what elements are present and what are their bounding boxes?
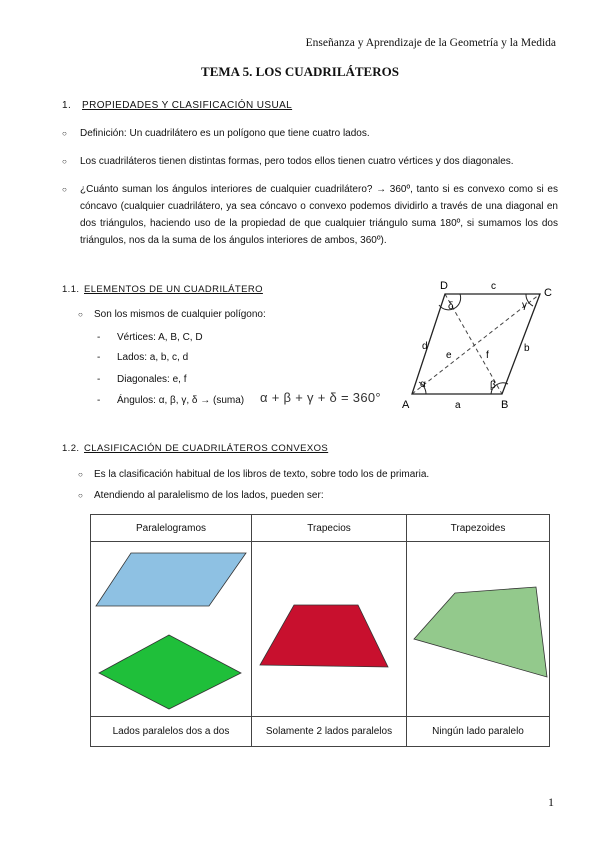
vertex-label: D: [440, 280, 448, 292]
parallelogram-shapes: [91, 543, 251, 713]
angle-label: δ: [448, 301, 454, 312]
trapezium-shape: [260, 605, 388, 667]
diagonal-label: e: [446, 350, 452, 361]
trapezium-shapes: [252, 543, 406, 713]
dash-marker: -: [97, 395, 101, 406]
trapezoid-shape: [414, 587, 547, 677]
bullet-marker: ○: [78, 310, 83, 319]
section-1-heading: [62, 100, 292, 111]
column-header: Trapecios: [252, 515, 407, 542]
angle-sum-formula: α + β + γ + δ = 360°: [260, 390, 381, 405]
bullet-text: Es la clasificación habitual de los libros de texto, sobre todo los de primaria.: [94, 469, 430, 480]
dash-marker: -: [97, 332, 101, 343]
vertex-label: A: [402, 399, 410, 410]
list-item-text: Ángulos: α, β, γ, δ → (suma): [117, 395, 245, 406]
table-header-row: [91, 515, 550, 542]
bullet-marker: ○: [62, 185, 67, 194]
dash-marker: -: [97, 374, 101, 385]
vertex-label: B: [501, 399, 509, 410]
bullet-text: Los cuadriláteros tienen distintas formas, pero todos ellos tienen cuatro vértices y dos diagonales.: [80, 156, 514, 167]
column-header: Paralelogramos: [91, 515, 252, 542]
table-cell: Solamente 2 lados paralelos: [252, 717, 407, 747]
classification-table: [90, 514, 550, 747]
table-row: [91, 717, 550, 747]
shapes-cell-trapezoides: [407, 542, 550, 717]
section-1-2-heading: [62, 443, 328, 454]
running-header: Enseñanza y Aprendizaje de la Geometría y la Medida: [305, 37, 556, 49]
section-number: 1.: [62, 100, 72, 111]
diagonal-label: f: [486, 350, 489, 361]
table-cell: Lados paralelos dos a dos: [91, 717, 252, 747]
bullet-text: Son los mismos de cualquier polígono:: [94, 309, 266, 320]
quadrilateral-diagram: [400, 278, 560, 410]
bullet-text: Atendiendo al paralelismo de los lados, pueden ser:: [94, 490, 324, 501]
column-header: Trapezoides: [407, 515, 550, 542]
shapes-cell-trapecios: [252, 542, 407, 717]
list-item-text: Lados: a, b, c, d: [117, 352, 189, 363]
shapes-cell-parallelograms: [91, 542, 252, 717]
angle-label: β: [490, 380, 496, 391]
parallelogram-shape: [96, 553, 246, 606]
bullet-marker: ○: [78, 491, 83, 500]
list-item-text: Vértices: A, B, C, D: [117, 332, 203, 343]
vertex-label: C: [544, 287, 552, 299]
trapezoid-shapes: [407, 543, 549, 713]
bullet-marker: ○: [78, 470, 83, 479]
angle-arc-gamma: [526, 294, 533, 306]
page-number: 1: [548, 795, 554, 809]
bullet-text: ¿Cuánto suman los ángulos interiores de cualquier cuadrilátero? → 360º, tanto si es convexo como si es cóncavo (cualquier cuadrilátero, ya sea cóncavo o convexo podemos dividirlo a través de una diagonal en dos triángulos, haciendo uso de la propiedad de que cualquier triángulo suma 180º, si sumamos los dos triángulos, nos da la suma de los ángulos interiores de ambos, 360º).: [80, 184, 558, 246]
list-item-text: Diagonales: e, f: [117, 374, 187, 385]
rhombus-shape: [99, 635, 241, 709]
side-label: a: [455, 400, 461, 410]
section-number: 1.2.: [62, 443, 80, 454]
side-label: c: [491, 281, 496, 292]
table-row: [91, 542, 550, 717]
section-number: 1.1.: [62, 284, 80, 295]
dash-marker: -: [97, 352, 101, 363]
bullet-text: Definición: Un cuadrilátero es un polígono que tiene cuatro lados.: [80, 128, 370, 139]
section-title: CLASIFICACIÓN DE CUADRILÁTEROS CONVEXOS: [84, 443, 329, 454]
side-label: b: [524, 343, 530, 354]
angle-label: α: [420, 379, 426, 390]
section-1-1-heading: [62, 284, 263, 295]
section-title: PROPIEDADES Y CLASIFICACIÓN USUAL: [82, 100, 293, 111]
angle-label: γ: [522, 300, 527, 311]
bullet-marker: ○: [62, 157, 67, 166]
page-title: TEMA 5. LOS CUADRILÁTEROS: [201, 64, 399, 79]
side-label: d: [422, 341, 428, 352]
section-title: ELEMENTOS DE UN CUADRILÁTERO: [84, 284, 263, 295]
table-cell: Ningún lado paralelo: [407, 717, 550, 747]
bullet-marker: ○: [62, 129, 67, 138]
